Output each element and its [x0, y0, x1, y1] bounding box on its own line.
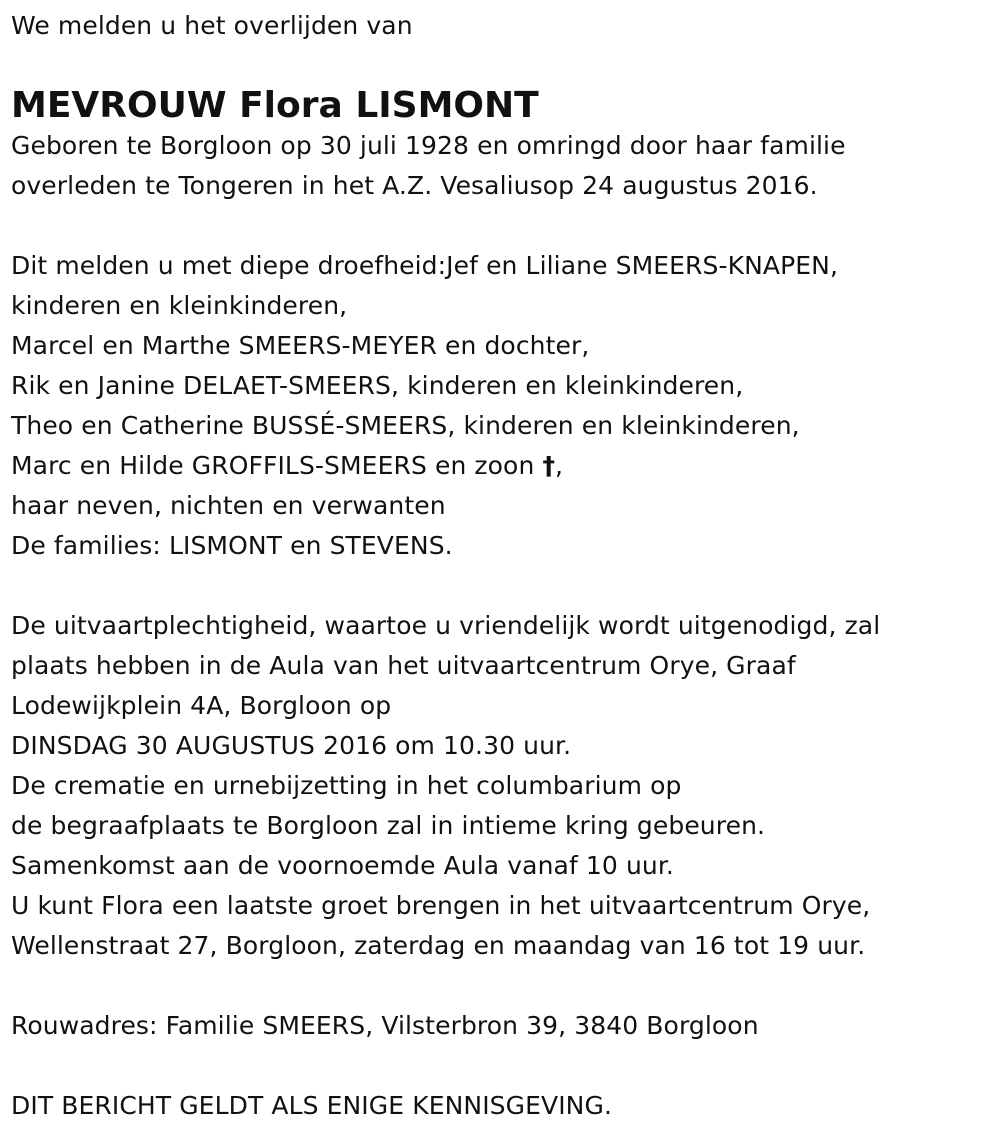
spacer	[11, 566, 991, 606]
funeral-line: plaats hebben in de Aula van het uitvaartcentrum Orye, Graaf	[11, 651, 796, 680]
funeral-line: De uitvaartplechtigheid, waartoe u vriendelijk wordt uitgenodigd, zal	[11, 611, 881, 640]
spacer	[11, 966, 991, 1006]
closing-statement: DIT BERICHT GELDT ALS ENIGE KENNISGEVING.	[11, 1091, 612, 1120]
family-line-with-cross	[11, 446, 991, 486]
family-line: De families: LISMONT en STEVENS.	[11, 531, 453, 560]
family-line: haar neven, nichten en verwanten	[11, 491, 446, 520]
deceased-name-title: MEVROUW Flora LISMONT	[11, 85, 539, 126]
funeral-line: de begraafplaats te Borgloon zal in intieme kring gebeuren.	[11, 811, 766, 840]
mourning-address: Rouwadres: Familie SMEERS, Vilsterbron 39, 3840 Borgloon	[11, 1011, 759, 1040]
intro-text: We melden u het overlijden van	[11, 11, 413, 40]
family-line-comma: ,	[555, 451, 564, 480]
obituary-notice	[11, 6, 991, 1126]
family-line: kinderen en kleinkinderen,	[11, 291, 348, 320]
funeral-line: De crematie en urnebijzetting in het columbarium op	[11, 771, 682, 800]
death-line: overleden te Tongeren in het A.Z. Vesaliusop 24 augustus 2016.	[11, 171, 818, 200]
family-line: Rik en Janine DELAET-SMEERS, kinderen en kleinkinderen,	[11, 371, 744, 400]
funeral-date-line: DINSDAG 30 AUGUSTUS 2016 om 10.30 uur.	[11, 731, 572, 760]
spacer	[11, 1046, 991, 1086]
spacer	[11, 206, 991, 246]
spacer	[11, 46, 991, 84]
funeral-line: Wellenstraat 27, Borgloon, zaterdag en maandag van 16 tot 19 uur.	[11, 931, 866, 960]
family-line-text: Marc en Hilde GROFFILS-SMEERS en zoon	[11, 451, 543, 480]
birth-line: Geboren te Borgloon op 30 juli 1928 en omringd door haar familie	[11, 131, 846, 160]
cross-icon: †	[542, 451, 556, 480]
funeral-line: Lodewijkplein 4A, Borgloon op	[11, 691, 392, 720]
funeral-line: U kunt Flora een laatste groet brengen in het uitvaartcentrum Orye,	[11, 891, 871, 920]
family-line: Theo en Catherine BUSSÉ-SMEERS, kinderen en kleinkinderen,	[11, 411, 800, 440]
family-line: Marcel en Marthe SMEERS-MEYER en dochter,	[11, 331, 590, 360]
funeral-line: Samenkomst aan de voornoemde Aula vanaf 10 uur.	[11, 851, 674, 880]
family-line: Dit melden u met diepe droefheid:Jef en Liliane SMEERS-KNAPEN,	[11, 251, 839, 280]
